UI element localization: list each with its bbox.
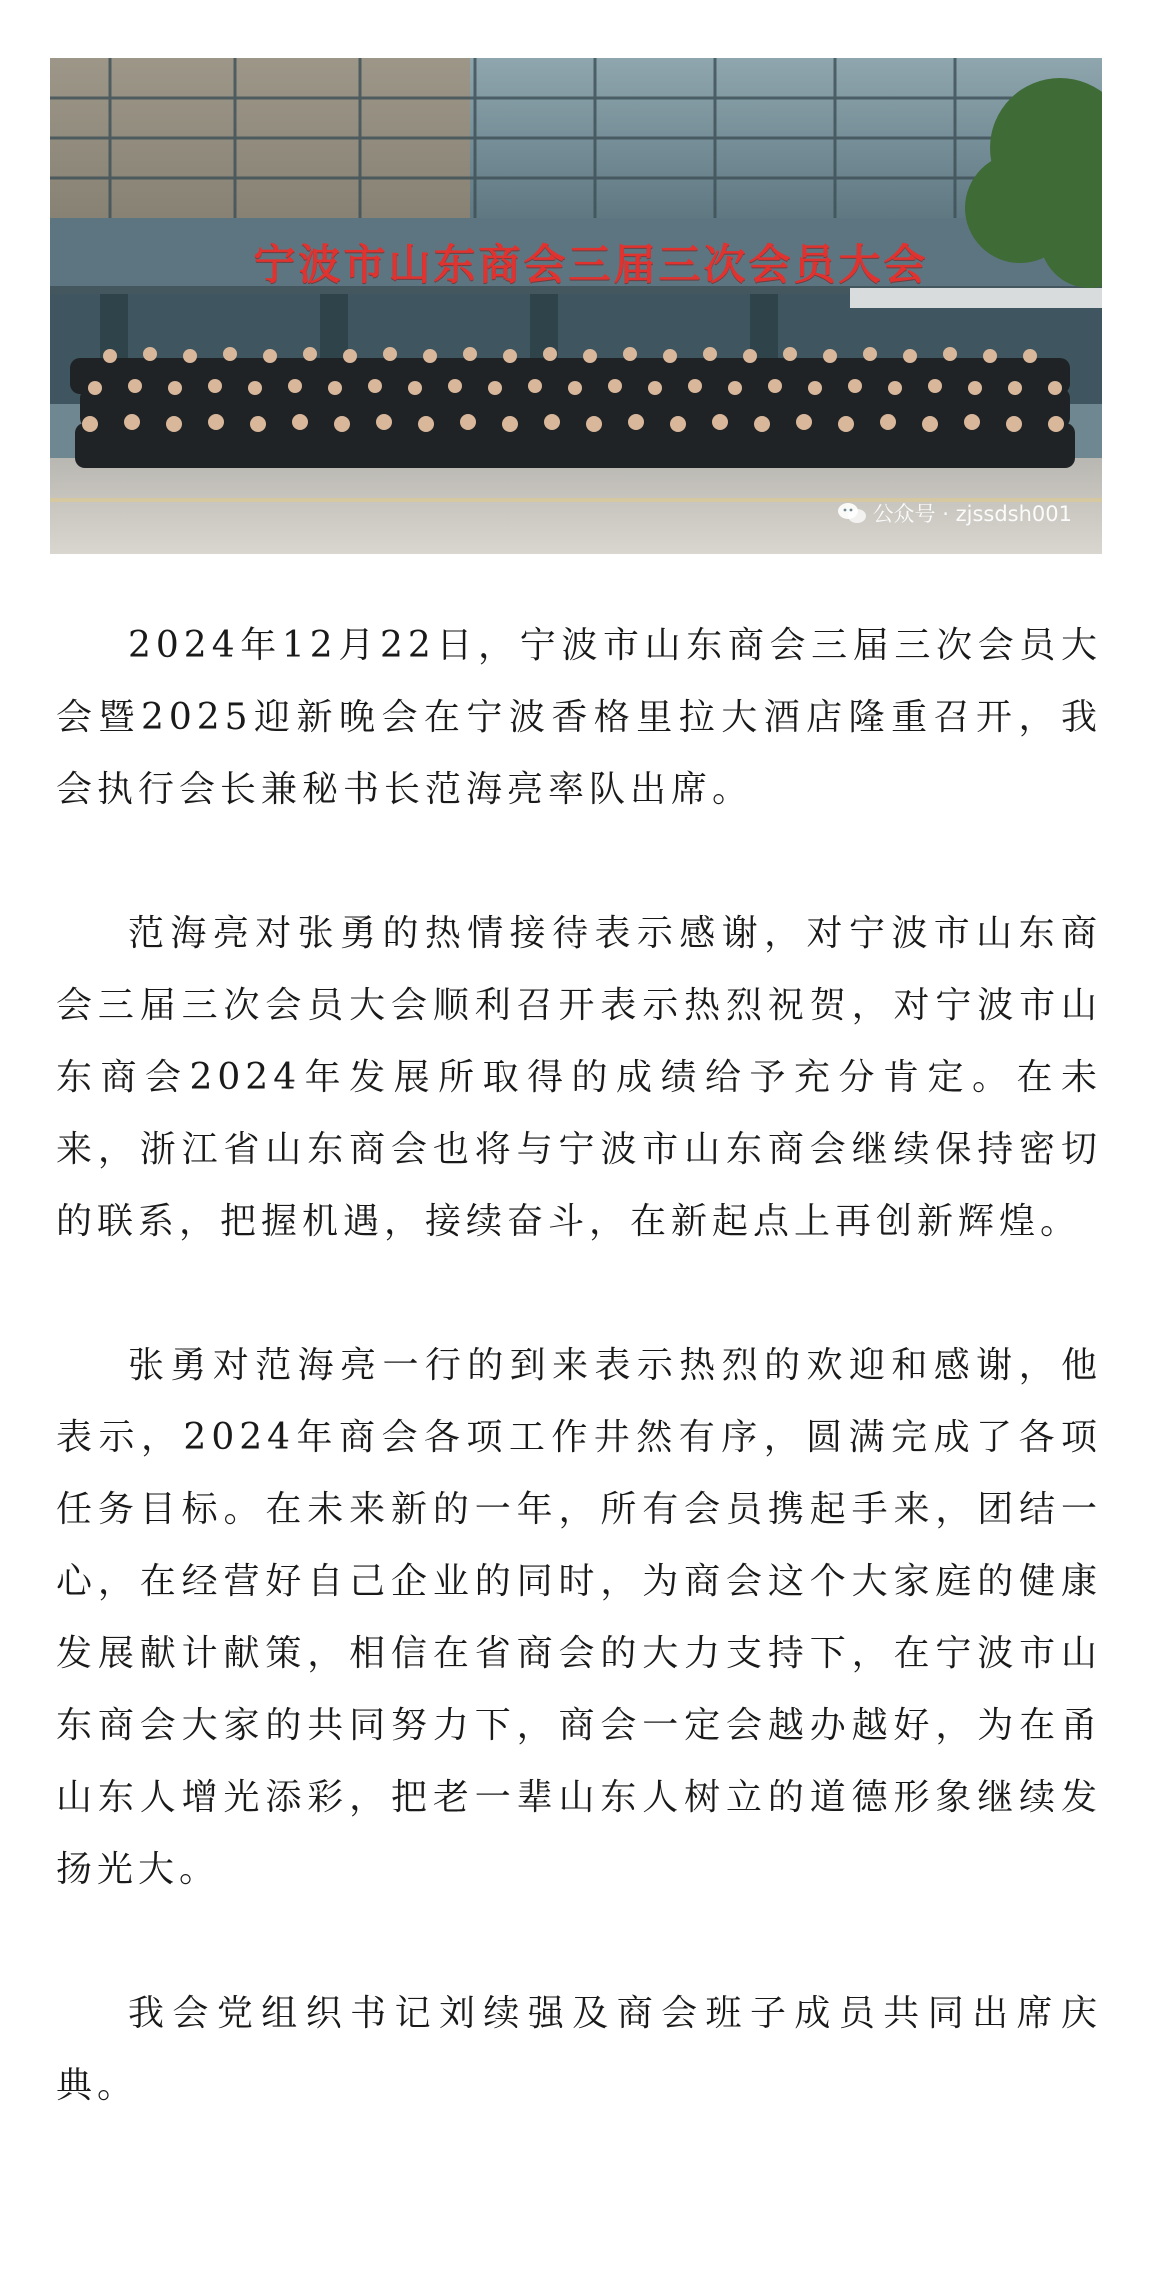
watermark-text: 公众号 · zjssdsh001 <box>872 502 1072 526</box>
article-paragraph-3: 张勇对范海亮一行的到来表示热烈的欢迎和感谢，他表示，2024年商会各项工作井然有序，圆满完成了各项任务目标。在未来新的一年，所有会员携起手来，团结一心，在经营好自己企业的同时，为商会这个大家庭的健康发展献计献策，相信在省商会的大力支持下，在宁波市山东商会大家的共同努力下，商会一定会越办越好，为在甬山东人增光添彩，把老一辈山东人树立的道德形象继续发扬光大。 <box>56 1345 1102 1890</box>
article-paragraph-2: 范海亮对张勇的热情接待表示感谢，对宁波市山东商会三届三次会员大会顺利召开表示热烈祝贺，对宁波市山东商会2024年发展所取得的成绩给予充分肯定。在未来，浙江省山东商会也将与宁波市山东商会继续保持密切的联系，把握机遇，接续奋斗，在新起点上再创新辉煌。 <box>56 913 1102 1242</box>
group-photo <box>50 58 1102 554</box>
photo-banner-text: 宁波市山东商会三届三次会员大会 <box>253 240 929 289</box>
wechat-icon <box>837 501 867 525</box>
article-paragraph-1: 2024年12月22日，宁波市山东商会三届三次会员大会暨2025迎新晚会在宁波香格里拉大酒店隆重召开，我会执行会长兼秘书长范海亮率队出席。 <box>56 625 1102 810</box>
article-paragraph-4: 我会党组织书记刘续强及商会班子成员共同出席庆典。 <box>56 1993 1102 2106</box>
watermark <box>837 498 1072 528</box>
group-photo-illustration <box>50 58 1102 554</box>
article-body <box>56 610 1102 2194</box>
